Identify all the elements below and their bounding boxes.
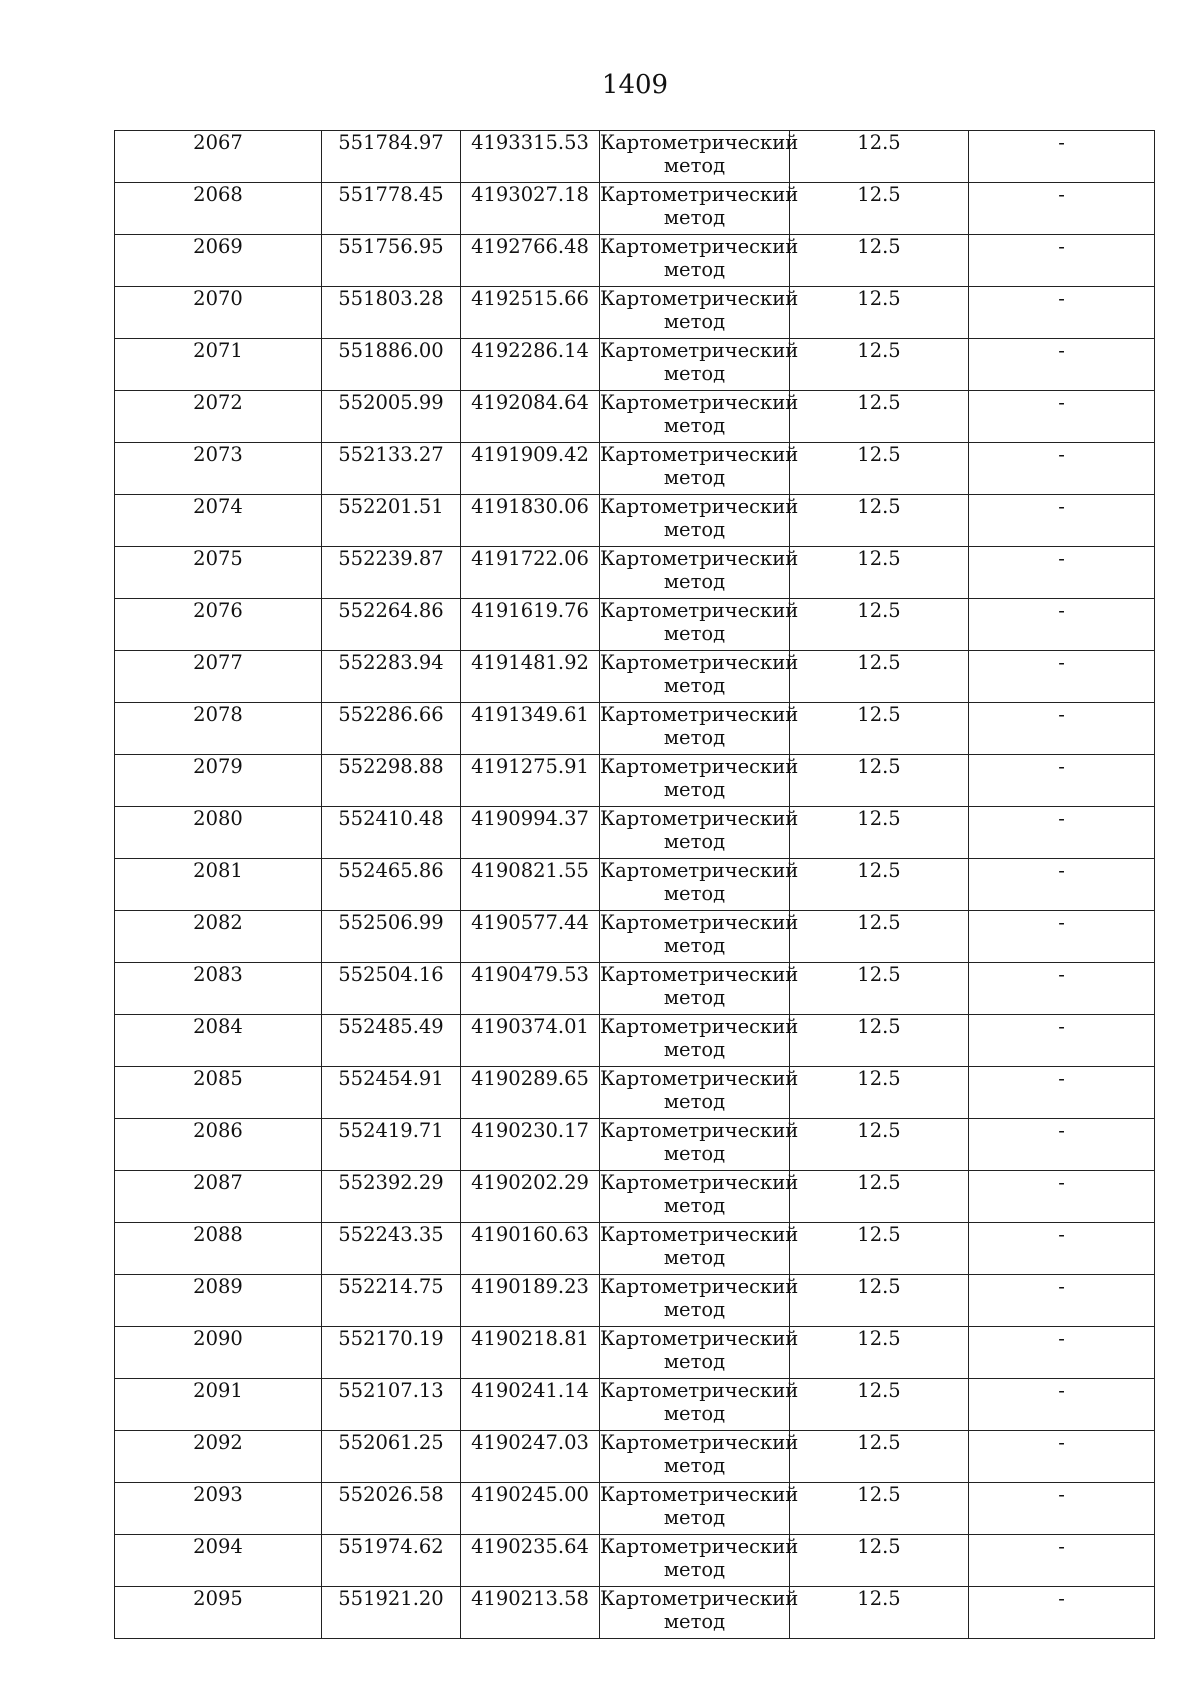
point-number-cell: 2082	[115, 911, 322, 963]
accuracy-cell: 12.5	[790, 391, 969, 443]
accuracy-cell: 12.5	[790, 1119, 969, 1171]
point-number-cell: 2087	[115, 1171, 322, 1223]
method-cell: Картометрический метод	[600, 807, 790, 859]
y-coordinate-cell: 4190189.23	[461, 1275, 600, 1327]
x-coordinate-cell: 552170.19	[322, 1327, 461, 1379]
point-number-cell: 2092	[115, 1431, 322, 1483]
table-row	[115, 1327, 1155, 1379]
note-cell: -	[969, 911, 1155, 963]
table-row	[115, 1431, 1155, 1483]
accuracy-cell: 12.5	[790, 1067, 969, 1119]
y-coordinate-cell: 4190230.17	[461, 1119, 600, 1171]
coordinates-table	[114, 130, 1155, 1639]
x-coordinate-cell: 552410.48	[322, 807, 461, 859]
accuracy-cell: 12.5	[790, 1327, 969, 1379]
y-coordinate-cell: 4192084.64	[461, 391, 600, 443]
table-row	[115, 131, 1155, 183]
note-cell: -	[969, 1223, 1155, 1275]
method-cell: Картометрический метод	[600, 443, 790, 495]
accuracy-cell: 12.5	[790, 547, 969, 599]
y-coordinate-cell: 4193315.53	[461, 131, 600, 183]
y-coordinate-cell: 4190202.29	[461, 1171, 600, 1223]
x-coordinate-cell: 552061.25	[322, 1431, 461, 1483]
accuracy-cell: 12.5	[790, 183, 969, 235]
x-coordinate-cell: 552026.58	[322, 1483, 461, 1535]
x-coordinate-cell: 551778.45	[322, 183, 461, 235]
accuracy-cell: 12.5	[790, 1587, 969, 1639]
y-coordinate-cell: 4190374.01	[461, 1015, 600, 1067]
note-cell: -	[969, 235, 1155, 287]
table-body	[115, 131, 1155, 1639]
point-number-cell: 2071	[115, 339, 322, 391]
y-coordinate-cell: 4191619.76	[461, 599, 600, 651]
point-number-cell: 2094	[115, 1535, 322, 1587]
accuracy-cell: 12.5	[790, 1431, 969, 1483]
note-cell: -	[969, 703, 1155, 755]
accuracy-cell: 12.5	[790, 1275, 969, 1327]
accuracy-cell: 12.5	[790, 1483, 969, 1535]
table-row	[115, 1067, 1155, 1119]
point-number-cell: 2081	[115, 859, 322, 911]
point-number-cell: 2095	[115, 1587, 322, 1639]
x-coordinate-cell: 551784.97	[322, 131, 461, 183]
table-row	[115, 1483, 1155, 1535]
method-cell: Картометрический метод	[600, 339, 790, 391]
y-coordinate-cell: 4190218.81	[461, 1327, 600, 1379]
accuracy-cell: 12.5	[790, 1223, 969, 1275]
note-cell: -	[969, 1483, 1155, 1535]
method-cell: Картометрический метод	[600, 651, 790, 703]
point-number-cell: 2067	[115, 131, 322, 183]
accuracy-cell: 12.5	[790, 807, 969, 859]
note-cell: -	[969, 651, 1155, 703]
table-row	[115, 235, 1155, 287]
method-cell: Картометрический метод	[600, 1587, 790, 1639]
x-coordinate-cell: 552201.51	[322, 495, 461, 547]
point-number-cell: 2086	[115, 1119, 322, 1171]
note-cell: -	[969, 807, 1155, 859]
table-row	[115, 1171, 1155, 1223]
method-cell: Картометрический метод	[600, 391, 790, 443]
method-cell: Картометрический метод	[600, 963, 790, 1015]
point-number-cell: 2089	[115, 1275, 322, 1327]
note-cell: -	[969, 1067, 1155, 1119]
y-coordinate-cell: 4191275.91	[461, 755, 600, 807]
point-number-cell: 2080	[115, 807, 322, 859]
method-cell: Картометрический метод	[600, 911, 790, 963]
y-coordinate-cell: 4190241.14	[461, 1379, 600, 1431]
y-coordinate-cell: 4190235.64	[461, 1535, 600, 1587]
note-cell: -	[969, 443, 1155, 495]
x-coordinate-cell: 551756.95	[322, 235, 461, 287]
table-row	[115, 963, 1155, 1015]
x-coordinate-cell: 552243.35	[322, 1223, 461, 1275]
y-coordinate-cell: 4191830.06	[461, 495, 600, 547]
x-coordinate-cell: 552419.71	[322, 1119, 461, 1171]
x-coordinate-cell: 552286.66	[322, 703, 461, 755]
y-coordinate-cell: 4191481.92	[461, 651, 600, 703]
y-coordinate-cell: 4191349.61	[461, 703, 600, 755]
table-row	[115, 1535, 1155, 1587]
accuracy-cell: 12.5	[790, 339, 969, 391]
x-coordinate-cell: 551803.28	[322, 287, 461, 339]
point-number-cell: 2093	[115, 1483, 322, 1535]
table-row	[115, 807, 1155, 859]
method-cell: Картометрический метод	[600, 1171, 790, 1223]
table-row	[115, 287, 1155, 339]
point-number-cell: 2072	[115, 391, 322, 443]
accuracy-cell: 12.5	[790, 1535, 969, 1587]
note-cell: -	[969, 495, 1155, 547]
page-number: 1409	[601, 70, 669, 100]
accuracy-cell: 12.5	[790, 1379, 969, 1431]
table-row	[115, 391, 1155, 443]
point-number-cell: 2085	[115, 1067, 322, 1119]
table-row	[115, 547, 1155, 599]
method-cell: Картометрический метод	[600, 495, 790, 547]
x-coordinate-cell: 551886.00	[322, 339, 461, 391]
point-number-cell: 2070	[115, 287, 322, 339]
method-cell: Картометрический метод	[600, 1119, 790, 1171]
x-coordinate-cell: 552392.29	[322, 1171, 461, 1223]
x-coordinate-cell: 552504.16	[322, 963, 461, 1015]
y-coordinate-cell: 4190289.65	[461, 1067, 600, 1119]
x-coordinate-cell: 552214.75	[322, 1275, 461, 1327]
method-cell: Картометрический метод	[600, 1067, 790, 1119]
method-cell: Картометрический метод	[600, 1327, 790, 1379]
table-row	[115, 599, 1155, 651]
method-cell: Картометрический метод	[600, 1535, 790, 1587]
note-cell: -	[969, 339, 1155, 391]
method-cell: Картометрический метод	[600, 287, 790, 339]
x-coordinate-cell: 552264.86	[322, 599, 461, 651]
table-row	[115, 755, 1155, 807]
accuracy-cell: 12.5	[790, 911, 969, 963]
note-cell: -	[969, 859, 1155, 911]
point-number-cell: 2068	[115, 183, 322, 235]
note-cell: -	[969, 287, 1155, 339]
y-coordinate-cell: 4190213.58	[461, 1587, 600, 1639]
x-coordinate-cell: 552485.49	[322, 1015, 461, 1067]
point-number-cell: 2078	[115, 703, 322, 755]
x-coordinate-cell: 552298.88	[322, 755, 461, 807]
table-row	[115, 1223, 1155, 1275]
note-cell: -	[969, 183, 1155, 235]
table-row	[115, 495, 1155, 547]
note-cell: -	[969, 1431, 1155, 1483]
y-coordinate-cell: 4192766.48	[461, 235, 600, 287]
y-coordinate-cell: 4190245.00	[461, 1483, 600, 1535]
table-row	[115, 859, 1155, 911]
table-row	[115, 651, 1155, 703]
table-row	[115, 911, 1155, 963]
method-cell: Картометрический метод	[600, 1483, 790, 1535]
point-number-cell: 2083	[115, 963, 322, 1015]
table-row	[115, 1119, 1155, 1171]
x-coordinate-cell: 551921.20	[322, 1587, 461, 1639]
accuracy-cell: 12.5	[790, 495, 969, 547]
point-number-cell: 2079	[115, 755, 322, 807]
point-number-cell: 2077	[115, 651, 322, 703]
x-coordinate-cell: 552133.27	[322, 443, 461, 495]
method-cell: Картометрический метод	[600, 599, 790, 651]
x-coordinate-cell: 552465.86	[322, 859, 461, 911]
y-coordinate-cell: 4190821.55	[461, 859, 600, 911]
y-coordinate-cell: 4191909.42	[461, 443, 600, 495]
table-row	[115, 1015, 1155, 1067]
method-cell: Картометрический метод	[600, 859, 790, 911]
method-cell: Картометрический метод	[600, 703, 790, 755]
x-coordinate-cell: 552454.91	[322, 1067, 461, 1119]
note-cell: -	[969, 1119, 1155, 1171]
table-row	[115, 703, 1155, 755]
y-coordinate-cell: 4190479.53	[461, 963, 600, 1015]
accuracy-cell: 12.5	[790, 651, 969, 703]
y-coordinate-cell: 4190577.44	[461, 911, 600, 963]
accuracy-cell: 12.5	[790, 1015, 969, 1067]
point-number-cell: 2090	[115, 1327, 322, 1379]
point-number-cell: 2073	[115, 443, 322, 495]
point-number-cell: 2091	[115, 1379, 322, 1431]
point-number-cell: 2074	[115, 495, 322, 547]
y-coordinate-cell: 4193027.18	[461, 183, 600, 235]
note-cell: -	[969, 1535, 1155, 1587]
y-coordinate-cell: 4192515.66	[461, 287, 600, 339]
note-cell: -	[969, 1587, 1155, 1639]
note-cell: -	[969, 131, 1155, 183]
method-cell: Картометрический метод	[600, 1015, 790, 1067]
y-coordinate-cell: 4190160.63	[461, 1223, 600, 1275]
note-cell: -	[969, 755, 1155, 807]
method-cell: Картометрический метод	[600, 755, 790, 807]
accuracy-cell: 12.5	[790, 859, 969, 911]
accuracy-cell: 12.5	[790, 1171, 969, 1223]
y-coordinate-cell: 4190994.37	[461, 807, 600, 859]
note-cell: -	[969, 1171, 1155, 1223]
table-row	[115, 1379, 1155, 1431]
accuracy-cell: 12.5	[790, 235, 969, 287]
note-cell: -	[969, 963, 1155, 1015]
point-number-cell: 2084	[115, 1015, 322, 1067]
note-cell: -	[969, 1327, 1155, 1379]
point-number-cell: 2075	[115, 547, 322, 599]
x-coordinate-cell: 552506.99	[322, 911, 461, 963]
accuracy-cell: 12.5	[790, 287, 969, 339]
y-coordinate-cell: 4192286.14	[461, 339, 600, 391]
point-number-cell: 2069	[115, 235, 322, 287]
y-coordinate-cell: 4191722.06	[461, 547, 600, 599]
x-coordinate-cell: 552005.99	[322, 391, 461, 443]
x-coordinate-cell: 552283.94	[322, 651, 461, 703]
method-cell: Картометрический метод	[600, 1431, 790, 1483]
x-coordinate-cell: 552239.87	[322, 547, 461, 599]
accuracy-cell: 12.5	[790, 703, 969, 755]
method-cell: Картометрический метод	[600, 183, 790, 235]
y-coordinate-cell: 4190247.03	[461, 1431, 600, 1483]
note-cell: -	[969, 1015, 1155, 1067]
accuracy-cell: 12.5	[790, 599, 969, 651]
accuracy-cell: 12.5	[790, 755, 969, 807]
method-cell: Картометрический метод	[600, 1379, 790, 1431]
table-row	[115, 183, 1155, 235]
table-row	[115, 1275, 1155, 1327]
accuracy-cell: 12.5	[790, 963, 969, 1015]
table-row	[115, 1587, 1155, 1639]
note-cell: -	[969, 1275, 1155, 1327]
point-number-cell: 2088	[115, 1223, 322, 1275]
accuracy-cell: 12.5	[790, 131, 969, 183]
method-cell: Картометрический метод	[600, 1275, 790, 1327]
note-cell: -	[969, 1379, 1155, 1431]
method-cell: Картометрический метод	[600, 235, 790, 287]
note-cell: -	[969, 547, 1155, 599]
note-cell: -	[969, 391, 1155, 443]
point-number-cell: 2076	[115, 599, 322, 651]
accuracy-cell: 12.5	[790, 443, 969, 495]
method-cell: Картометрический метод	[600, 1223, 790, 1275]
method-cell: Картометрический метод	[600, 547, 790, 599]
x-coordinate-cell: 552107.13	[322, 1379, 461, 1431]
table-row	[115, 443, 1155, 495]
table-row	[115, 339, 1155, 391]
x-coordinate-cell: 551974.62	[322, 1535, 461, 1587]
method-cell: Картометрический метод	[600, 131, 790, 183]
note-cell: -	[969, 599, 1155, 651]
